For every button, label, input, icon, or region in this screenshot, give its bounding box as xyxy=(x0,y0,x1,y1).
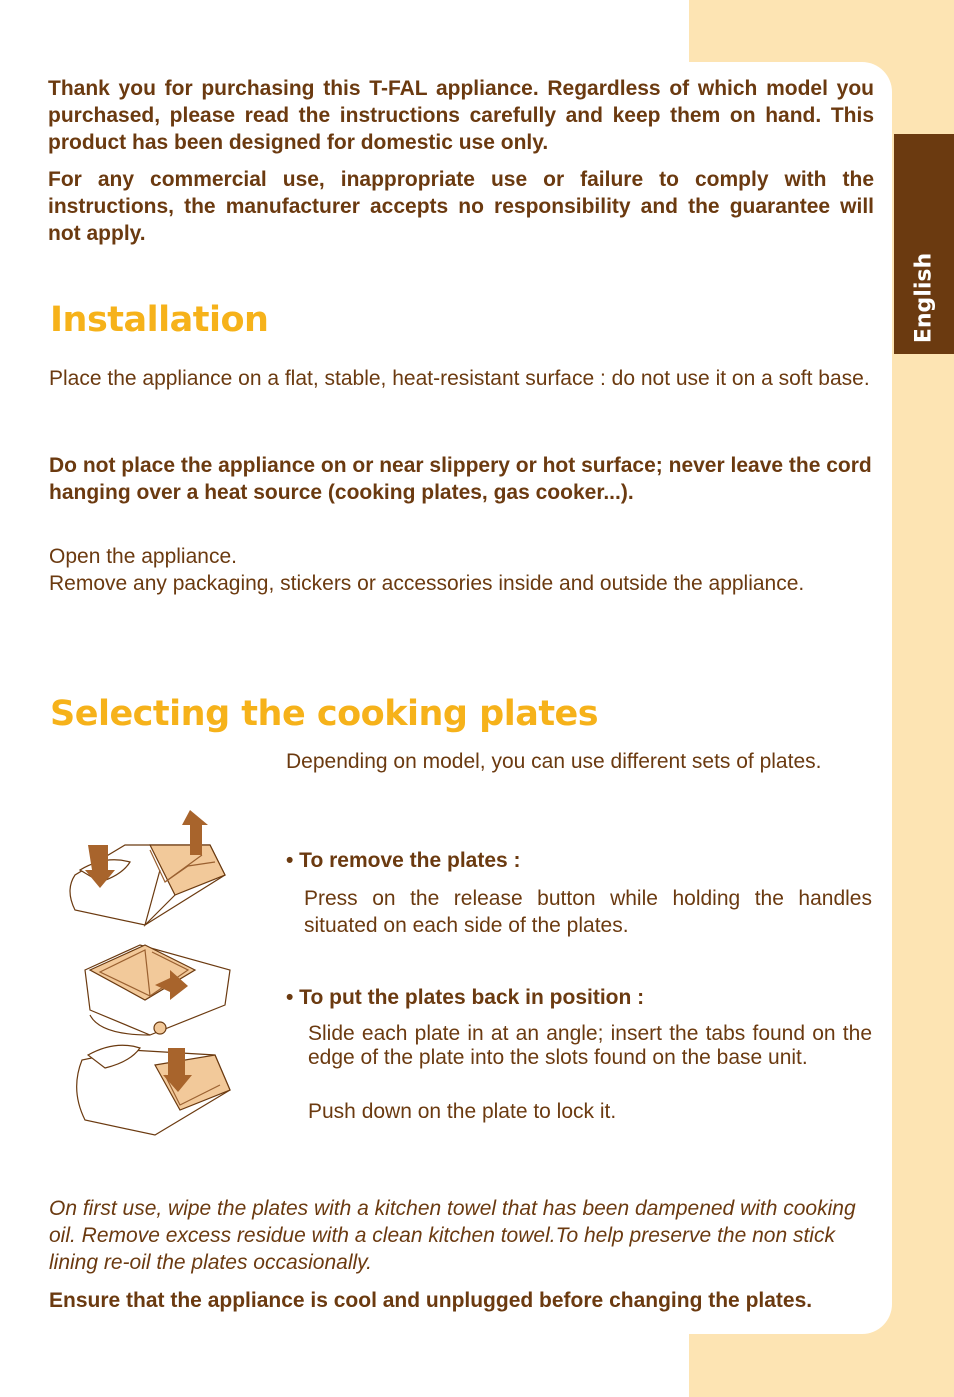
installation-paragraph-1: Place the appliance on a flat, stable, heat-resistant surface : do not use it on a soft base. xyxy=(49,367,870,390)
replace-plates-body-1: Slide each plate in at an angle; insert the tabs found on the edge of the plate into the slots found on the base unit. xyxy=(308,1022,872,1069)
replace-plates-title: • To put the plates back in position : xyxy=(286,986,645,1009)
plates-heading: Selecting the cooking plates xyxy=(50,694,599,734)
installation-open: Open the appliance. xyxy=(49,545,237,568)
installation-remove-packaging: Remove any packaging, stickers or accessories inside and outside the appliance. xyxy=(49,572,805,595)
intro-paragraph-1: Thank you for purchasing this T-FAL appliance. Regardless of which model you purchased, please read the instructions carefully and keep them on hand. This product has been designed for domestic use only. xyxy=(48,77,874,154)
remove-plates-body: Press on the release button while holding the handles situated on each side of the plates. xyxy=(304,887,872,937)
language-label: English xyxy=(911,252,937,344)
first-use-note: On first use, wipe the plates with a kitchen towel that has been dampened with cooking oil. Remove excess residue with a clean kitchen towel.To help preserve the non stick lining re-oil the plates occasionally. xyxy=(49,1197,856,1274)
ensure-cool-warning: Ensure that the appliance is cool and unplugged before changing the plates. xyxy=(49,1289,813,1312)
installation-warning: Do not place the appliance on or near slippery or hot surface; never leave the cord hanging over a heat source (cooking plates, gas cooker...). xyxy=(49,454,872,504)
remove-plates-title: • To remove the plates : xyxy=(286,849,521,872)
plates-intro: Depending on model, you can use different sets of plates. xyxy=(286,750,822,773)
plate-change-illustration xyxy=(60,800,250,1160)
intro-paragraph-2: For any commercial use, inappropriate use or failure to comply with the instructions, the manufacturer accepts no responsibility and the guarantee will not apply. xyxy=(48,168,874,245)
replace-plates-body-2: Push down on the plate to lock it. xyxy=(308,1100,617,1123)
installation-heading: Installation xyxy=(50,300,269,340)
